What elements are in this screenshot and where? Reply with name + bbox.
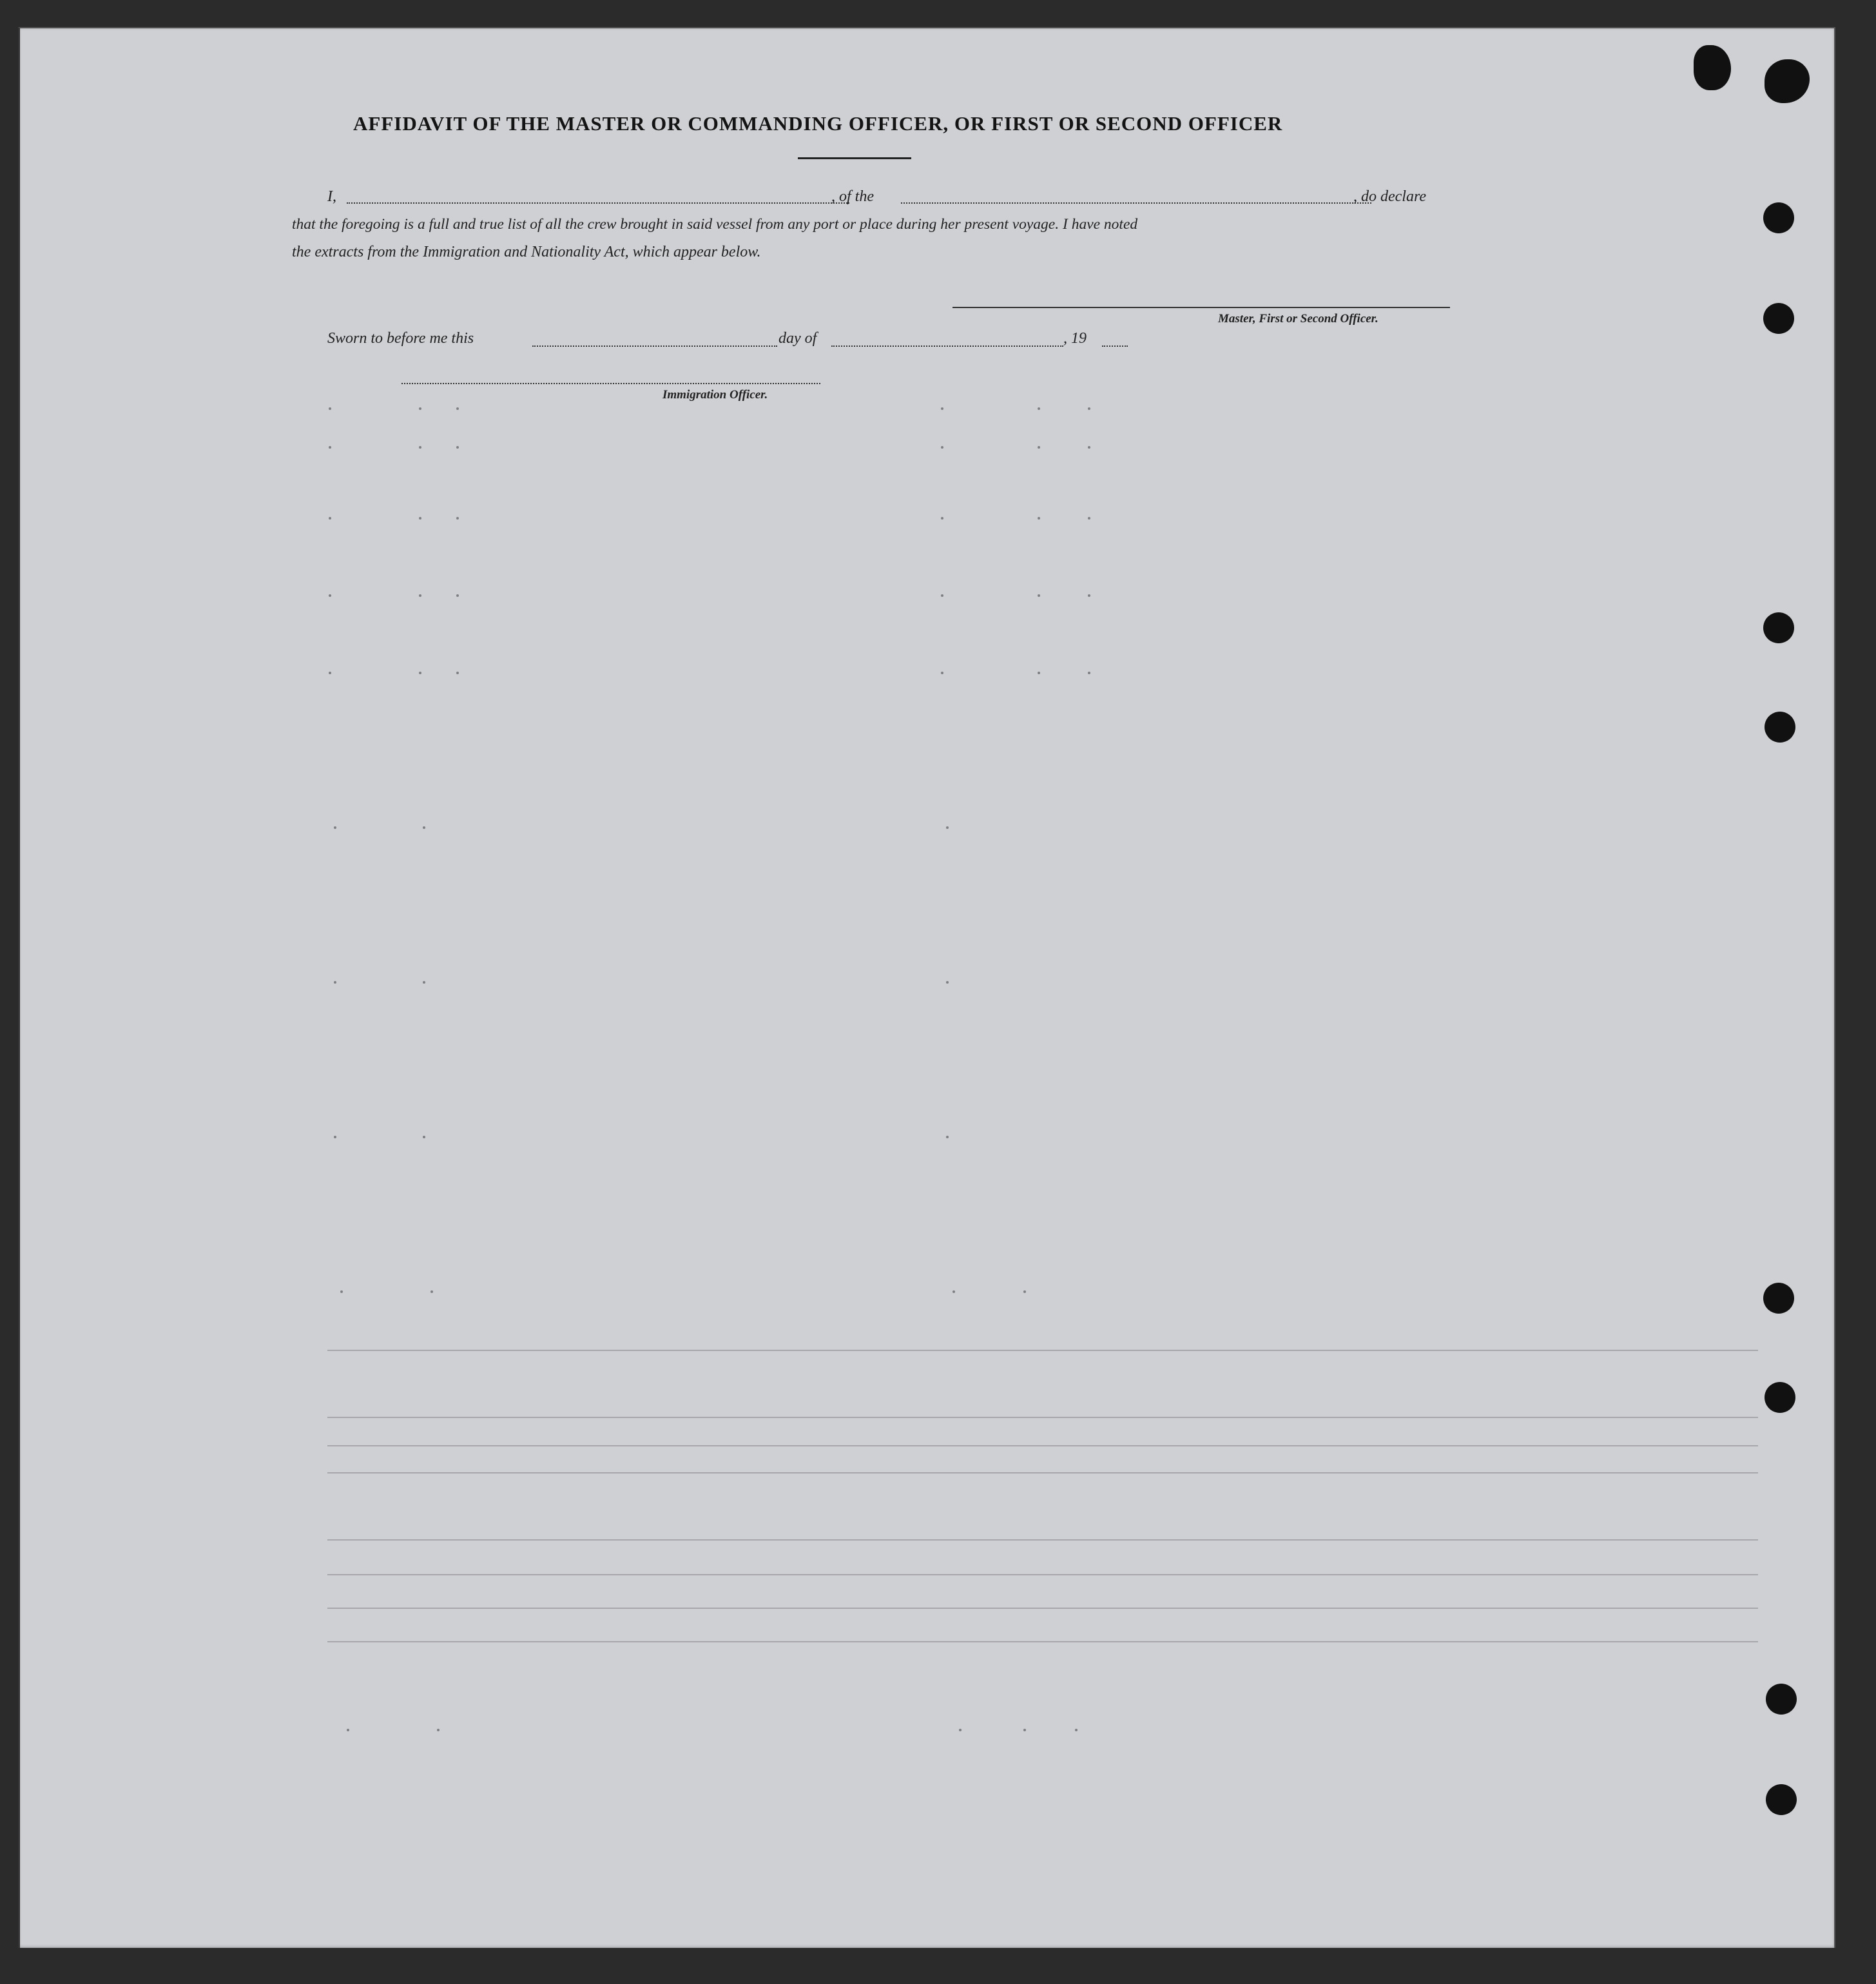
faint-dot xyxy=(430,1290,433,1293)
faint-dot xyxy=(334,826,336,829)
punch-hole xyxy=(1763,1283,1794,1314)
declaration-line-2: that the foregoing is a full and true list of all the crew brought in said vessel from any port or place during her present voyage. I have noted xyxy=(292,216,1138,233)
faint-dot xyxy=(959,1729,962,1731)
faint-dot xyxy=(941,672,943,674)
declaration-line-3: the extracts from the Immigration and Nationality Act, which appear below. xyxy=(292,244,761,260)
punch-hole xyxy=(1766,1684,1797,1715)
faint-dot xyxy=(941,407,943,410)
faint-dot xyxy=(1088,594,1090,597)
faint-dot xyxy=(423,981,425,984)
faint-dot xyxy=(329,672,331,674)
punch-hole xyxy=(1765,712,1795,743)
faint-dot xyxy=(456,517,459,520)
faint-rule xyxy=(327,1539,1758,1541)
punch-hole xyxy=(1765,1382,1795,1413)
faint-dot xyxy=(946,1136,949,1138)
sworn-year-blank xyxy=(1102,345,1128,347)
punch-hole xyxy=(1763,303,1794,334)
faint-dot xyxy=(329,594,331,597)
faint-dot xyxy=(941,517,943,520)
faint-dot xyxy=(423,1136,425,1138)
faint-dot xyxy=(946,981,949,984)
faint-dot xyxy=(1038,594,1040,597)
faint-dot xyxy=(1088,407,1090,410)
faint-dot xyxy=(1088,517,1090,520)
faint-dot xyxy=(329,446,331,449)
sworn-day-blank xyxy=(532,345,777,347)
immigration-officer-signature-line xyxy=(401,383,820,384)
faint-dot xyxy=(347,1729,349,1731)
sworn-day-of: day of xyxy=(778,330,817,347)
immigration-officer-label: Immigration Officer. xyxy=(662,388,768,402)
declaration-of-the: , of the xyxy=(831,188,874,205)
faint-dot xyxy=(946,826,949,829)
faint-dot xyxy=(456,672,459,674)
faint-dot xyxy=(941,594,943,597)
master-signature-line xyxy=(953,307,1450,308)
affidavit-title: AFFIDAVIT OF THE MASTER OR COMMANDING OFFICER, OR FIRST OR SECOND OFFICER xyxy=(353,112,1283,135)
punch-hole xyxy=(1763,612,1794,643)
faint-dot xyxy=(1075,1729,1078,1731)
page-border xyxy=(18,27,1835,1948)
sworn-year-prefix: , 19 xyxy=(1063,330,1087,347)
faint-dot xyxy=(456,446,459,449)
faint-dot xyxy=(419,594,421,597)
faint-dot xyxy=(423,826,425,829)
declaration-do-declare: , do declare xyxy=(1353,188,1427,205)
faint-rule xyxy=(327,1445,1758,1446)
faint-dot xyxy=(419,672,421,674)
title-underline xyxy=(798,157,911,159)
punch-hole xyxy=(1766,1784,1797,1815)
faint-dot xyxy=(1038,517,1040,520)
faint-dot xyxy=(329,517,331,520)
sworn-month-blank xyxy=(831,345,1063,347)
faint-dot xyxy=(419,446,421,449)
punch-hole xyxy=(1763,202,1794,233)
document-page xyxy=(18,27,1835,1948)
name-blank xyxy=(347,202,849,204)
faint-dot xyxy=(340,1290,343,1293)
faint-dot xyxy=(1023,1729,1026,1731)
faint-rule xyxy=(327,1608,1758,1609)
faint-dot xyxy=(1023,1290,1026,1293)
master-signature-label: Master, First or Second Officer. xyxy=(1218,312,1378,326)
faint-rule xyxy=(327,1417,1758,1418)
faint-rule xyxy=(327,1641,1758,1642)
faint-dot xyxy=(334,1136,336,1138)
sworn-prefix: Sworn to before me this xyxy=(327,330,474,347)
faint-dot xyxy=(1038,446,1040,449)
faint-dot xyxy=(329,407,331,410)
vessel-blank xyxy=(901,202,1371,204)
faint-dot xyxy=(1038,407,1040,410)
faint-dot xyxy=(953,1290,955,1293)
faint-rule xyxy=(327,1472,1758,1473)
faint-dot xyxy=(456,407,459,410)
faint-dot xyxy=(419,517,421,520)
faint-dot xyxy=(941,446,943,449)
faint-dot xyxy=(419,407,421,410)
faint-dot xyxy=(1088,446,1090,449)
faint-rule xyxy=(327,1574,1758,1575)
faint-dot xyxy=(1038,672,1040,674)
faint-dot xyxy=(334,981,336,984)
faint-dot xyxy=(1088,672,1090,674)
faint-dot xyxy=(456,594,459,597)
ink-blot xyxy=(1694,45,1731,90)
faint-dot xyxy=(437,1729,440,1731)
faint-rule xyxy=(327,1350,1758,1351)
declaration-start: I, xyxy=(327,188,336,205)
